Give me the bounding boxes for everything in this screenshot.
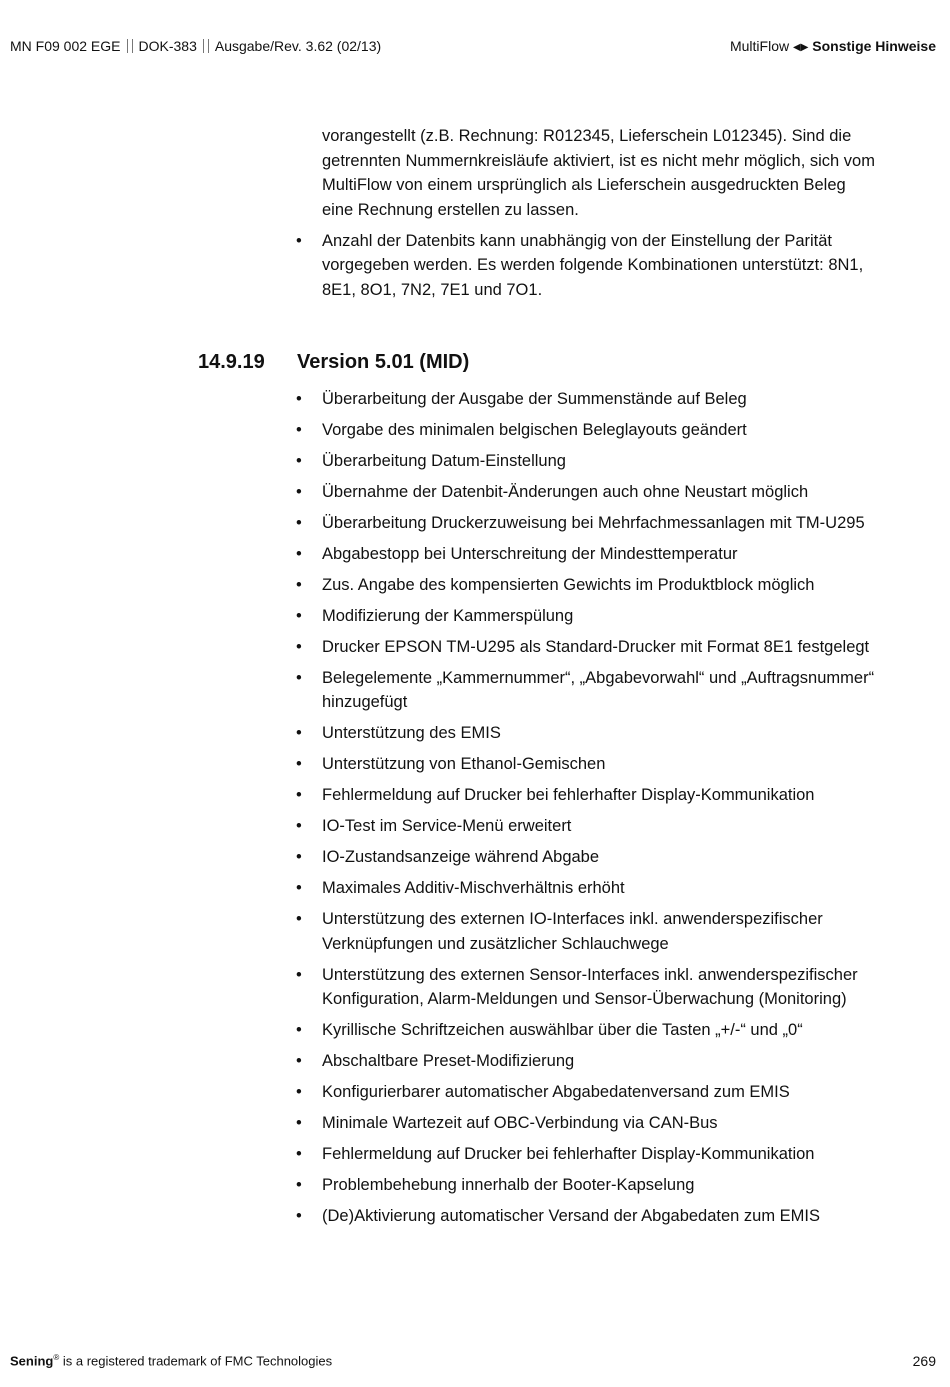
list-item <box>0 1142 950 1167</box>
triangle-right-icon: ▶ <box>800 42 809 53</box>
list-item <box>0 1173 950 1198</box>
list-item <box>0 907 950 956</box>
doc-id: MN F09 002 EGE <box>10 38 121 54</box>
list-item <box>0 604 950 629</box>
bullet-icon: • <box>296 1176 302 1194</box>
list-item-text: Konfigurierbarer automatischer Abgabedatenversand zum EMIS <box>322 1083 790 1101</box>
list-item-text: Modifizierung der Kammerspülung <box>322 606 574 625</box>
list-item-text: Zus. Angabe des kompensierten Gewichts im Produktblock möglich <box>322 575 815 594</box>
list-item-text: Anzahl der Datenbits kann unabhängig von der Einstellung der Parität vorgegeben werden. Es werden folgende Kombinationen unterstützt: 8N1, 8E1, 8O1, 7N2, 7E1 und 7O1. <box>322 231 864 299</box>
list-item <box>0 845 950 870</box>
bullet-icon: • <box>296 879 302 897</box>
list-item-text: Unterstützung des EMIS <box>322 724 501 742</box>
list-item-text: Übernahme der Datenbit-Änderungen auch ohne Neustart möglich <box>322 482 809 501</box>
bullet-icon: • <box>296 786 302 804</box>
list-item <box>0 480 950 505</box>
bullet-icon: • <box>296 1145 302 1163</box>
list-item-text: Kyrillische Schriftzeichen auswählbar über die Tasten „+/-“ und „0“ <box>322 1021 803 1039</box>
list-item-text: Problembehebung innerhalb der Booter-Kapselung <box>322 1176 695 1194</box>
separator <box>127 39 133 53</box>
brand-name: Sening <box>10 1353 54 1369</box>
section-title: Version 5.01 (MID) <box>297 350 470 373</box>
list-item-text: Unterstützung des externen Sensor-Interfaces inkl. anwenderspezifischer Konfiguration, Alarm-Meldungen und Sensor-Überwachung (Monitoring) <box>322 965 858 1008</box>
page-body <box>0 124 950 1235</box>
list-item-text: IO-Zustandsanzeige während Abgabe <box>322 848 600 866</box>
bullet-icon: • <box>296 755 302 773</box>
bullet-icon: • <box>296 606 302 625</box>
section-heading <box>0 309 950 375</box>
list-item <box>0 635 950 660</box>
bullet-icon: • <box>296 668 302 687</box>
bullet-icon: • <box>296 1052 302 1070</box>
page-header <box>10 38 936 60</box>
product-name: MultiFlow <box>729 38 790 54</box>
bullet-icon: • <box>296 848 302 866</box>
doc-number: DOK-383 <box>138 38 197 54</box>
list-item-text: Überarbeitung der Ausgabe der Summenstände auf Beleg <box>322 389 747 408</box>
bullet-icon: • <box>296 575 302 594</box>
list-item <box>0 783 950 808</box>
bullet-icon: • <box>296 1207 302 1225</box>
list-item-text: Belegelemente „Kammernummer“, „Abgabevorwahl“ und „Auftragsnummer“ hinzugefügt <box>322 668 875 711</box>
trademark-text: is a registered trademark of FMC Technologies <box>59 1353 333 1369</box>
list-item <box>0 542 950 567</box>
bullet-icon: • <box>296 513 302 532</box>
list-item-text: Fehlermeldung auf Drucker bei fehlerhafter Display-Kommunikation <box>322 1145 815 1163</box>
bullet-icon: • <box>296 1114 302 1132</box>
list-item <box>0 963 950 1012</box>
list-item <box>0 876 950 901</box>
list-item <box>0 1204 950 1229</box>
list-item-text: Drucker EPSON TM-U295 als Standard-Drucker mit Format 8E1 festgelegt <box>322 637 870 656</box>
list-item-text: Überarbeitung Druckerzuweisung bei Mehrfachmessanlagen mit TM-U295 <box>322 513 865 532</box>
list-item <box>0 752 950 777</box>
list-item <box>0 1049 950 1074</box>
list-item-text: Vorgabe des minimalen belgischen Beleglayouts geändert <box>322 420 747 439</box>
list-item <box>0 1018 950 1043</box>
list-item-text: (De)Aktivierung automatischer Versand der Abgabedaten zum EMIS <box>322 1207 821 1225</box>
section-bullet-list <box>0 387 950 1229</box>
bullet-icon: • <box>296 389 302 408</box>
bullet-icon: • <box>296 965 302 984</box>
list-item <box>0 449 950 474</box>
list-item-text: Minimale Wartezeit auf OBC-Verbindung via CAN-Bus <box>322 1114 718 1132</box>
list-item <box>0 1080 950 1105</box>
registered-mark: ® <box>53 1353 60 1362</box>
bullet-icon: • <box>296 544 302 563</box>
list-item-text: Unterstützung von Ethanol-Gemischen <box>322 755 606 773</box>
bullet-icon: • <box>296 637 302 656</box>
list-item <box>0 511 950 536</box>
bullet-icon: • <box>296 817 302 835</box>
bullet-icon: • <box>296 420 302 439</box>
list-item <box>0 418 950 443</box>
bullet-icon: • <box>296 451 302 470</box>
bullet-icon: • <box>296 910 302 928</box>
chapter-title: Sonstige Hinweise <box>812 38 936 54</box>
triangle-left-icon: ◀ <box>793 42 801 53</box>
list-item <box>0 814 950 839</box>
continued-bullet-list <box>0 229 950 303</box>
list-item <box>0 387 950 412</box>
header-doc-info <box>10 38 381 54</box>
list-item <box>0 666 950 715</box>
bullet-icon: • <box>296 231 302 250</box>
section-number: 14.9.19 <box>198 350 265 373</box>
list-item-text: Unterstützung des externen IO-Interfaces inkl. anwenderspezifischer Verknüpfungen und zusätzlicher Schlauchwege <box>322 910 823 953</box>
bullet-icon: • <box>296 1083 302 1101</box>
bullet-icon: • <box>296 724 302 742</box>
header-chapter-info <box>730 38 936 54</box>
list-item <box>0 573 950 598</box>
list-item <box>0 229 950 303</box>
continued-paragraph: vorangestellt (z.B. Rechnung: R012345, Lieferschein L012345). Sind die getrennten Nummernkreisläufe aktiviert, ist es nicht mehr möglich, sich vom MultiFlow von einem ursprünglich als Lieferschein ausgedruckten Beleg eine Rechnung erstellen zu lassen. <box>322 127 875 219</box>
list-item-text: Maximales Additiv-Mischverhältnis erhöht <box>322 879 625 897</box>
list-item-text: Abschaltbare Preset-Modifizierung <box>322 1052 575 1070</box>
trademark-notice <box>10 1353 332 1368</box>
separator <box>203 39 209 53</box>
bullet-icon: • <box>296 1021 302 1039</box>
list-item-text: Abgabestopp bei Unterschreitung der Mindesttemperatur <box>322 544 738 563</box>
bullet-icon: • <box>296 482 302 501</box>
list-item <box>0 721 950 746</box>
list-item <box>0 1111 950 1136</box>
list-item-text: Fehlermeldung auf Drucker bei fehlerhafter Display-Kommunikation <box>322 786 815 804</box>
list-item-text: Überarbeitung Datum-Einstellung <box>322 451 566 470</box>
page-number: 269 <box>912 1353 936 1369</box>
doc-revision: Ausgabe/Rev. 3.62 (02/13) <box>214 38 382 54</box>
list-item-text: IO-Test im Service-Menü erweitert <box>322 817 572 835</box>
